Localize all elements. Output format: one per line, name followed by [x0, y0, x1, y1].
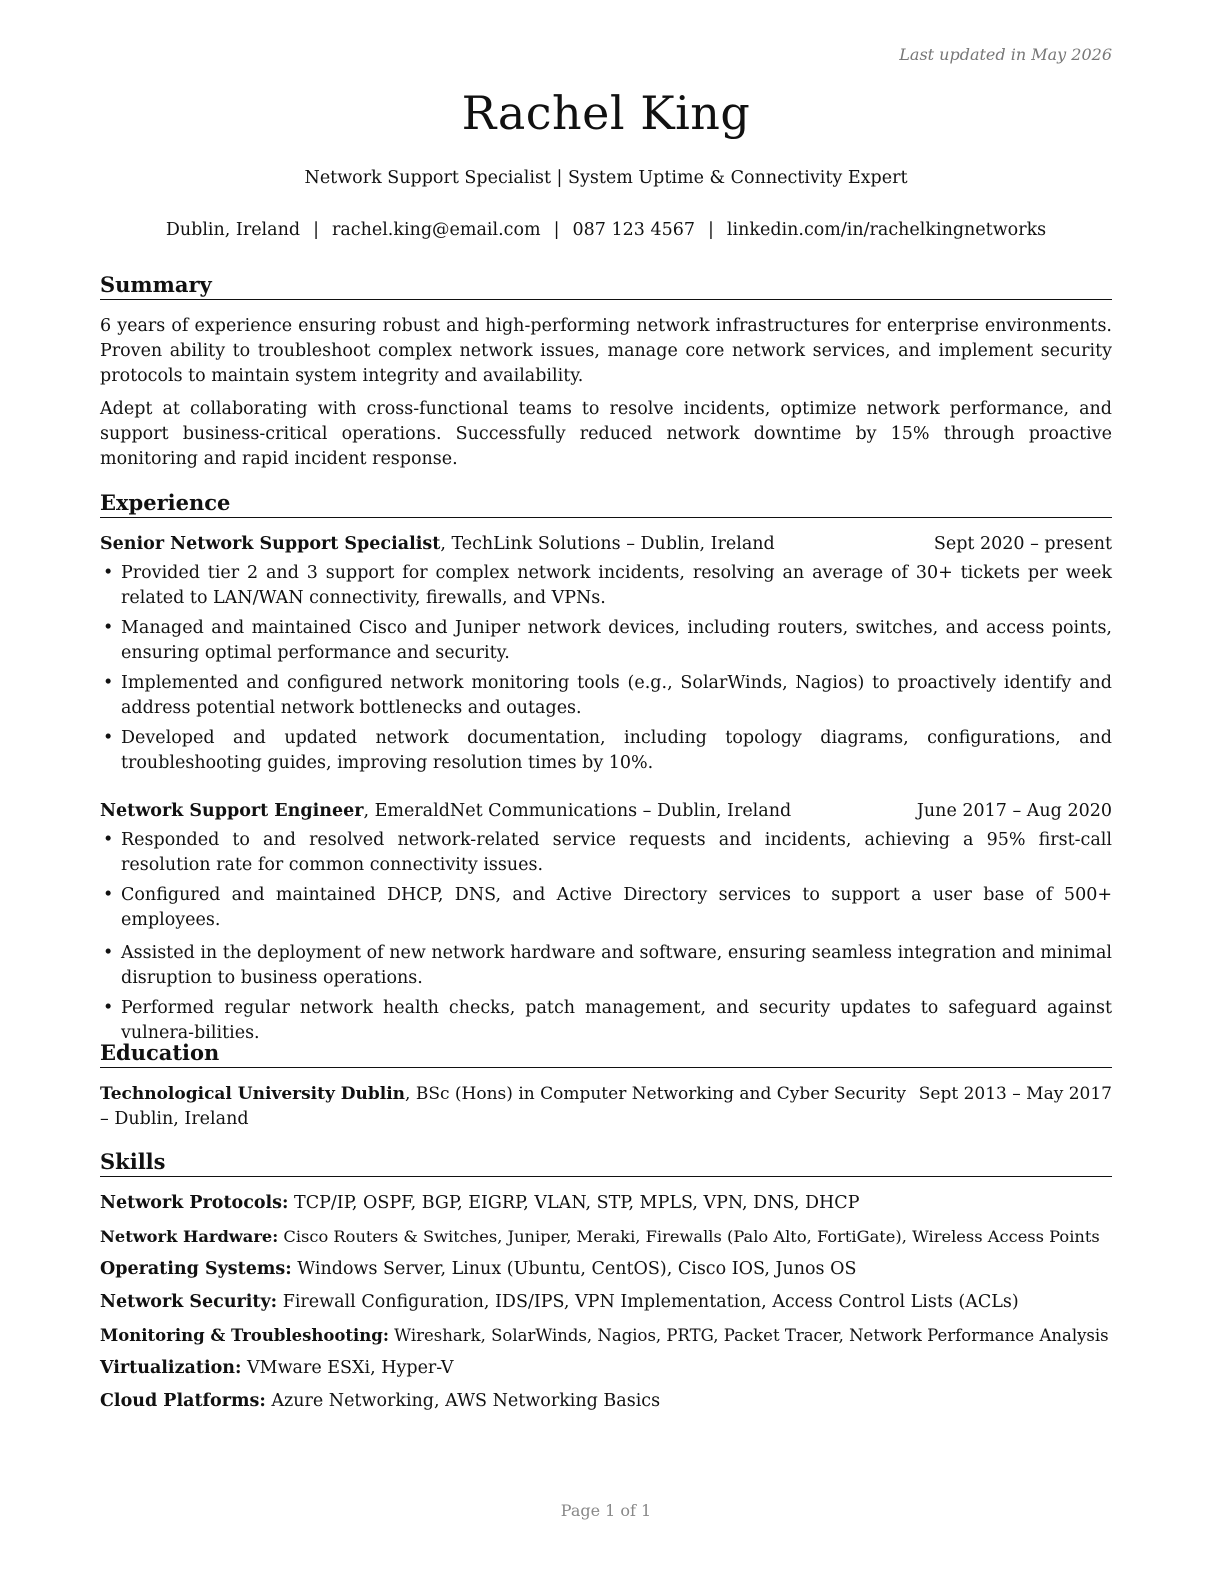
education-school: Technological University Dublin: [100, 1084, 406, 1104]
skill-value: Windows Server, Linux (Ubuntu, CentOS), Cisco IOS, Junos OS: [291, 1259, 857, 1279]
contact-phone: 087 123 4567: [572, 220, 695, 240]
candidate-name: Rachel King: [461, 86, 751, 140]
bullet-text: Provided tier 2 and 3 support for complex network incidents, resolving an average of 30+ tickets per week related to LAN/WAN connectivity, firewalls, and VPNs.: [121, 563, 1112, 608]
bullet-icon: •: [103, 943, 114, 963]
bullet-text: Responded to and resolved network-related service requests and incidents, achieving a 95% first-call resolution rate for common connectivity issues.: [121, 830, 1112, 875]
contact-linkedin[interactable]: linkedin.com/in/rachelkingnetworks: [726, 220, 1047, 240]
education-header: [100, 1082, 1112, 1107]
skill-value: Azure Networking, AWS Networking Basics: [265, 1391, 661, 1411]
page-number: Page 1 of 1: [560, 1501, 652, 1520]
skill-value: Wireshark, SolarWinds, Nagios, PRTG, Packet Tracer, Network Performance Analysis: [388, 1326, 1109, 1345]
summary-paragraph: Adept at collaborating with cross-functional teams to resolve incidents, optimize network performance, and support business-critical operations. Successfully reduced network downtime by 15% through proactive monitoring and rapid incident response.: [100, 399, 1112, 469]
bullet-text: Performed regular network health checks, patch management, and security updates to safeguard against vulnera-bilities.: [121, 998, 1112, 1043]
job-dates: June 2017 – Aug 2020: [916, 801, 1112, 821]
contact-separator: |: [707, 220, 714, 240]
bullet-text: Configured and maintained DHCP, DNS, and Active Directory services to support a user base of 500+ employees.: [121, 885, 1112, 930]
summary-paragraph: 6 years of experience ensuring robust and high-performing network infrastructures for enterprise environments. Proven ability to troubleshoot complex network issues, manage core network services, and implement security protocols to maintain system integrity and availability.: [100, 316, 1112, 386]
education-dates: Sept 2013 – May 2017: [918, 1084, 1112, 1104]
bullet-icon: •: [103, 673, 114, 693]
job-header: [100, 799, 1112, 824]
skill-label: Network Protocols:: [100, 1193, 289, 1213]
skill-row: [100, 1323, 1112, 1348]
job-header: [100, 532, 1112, 557]
job-dates: Sept 2020 – present: [933, 534, 1112, 554]
bullet-icon: •: [103, 728, 114, 748]
skill-label: Virtualization:: [100, 1358, 242, 1378]
contact-email[interactable]: rachel.king@email.com: [331, 220, 541, 240]
bullet-icon: •: [103, 885, 114, 905]
job-entry: [100, 532, 1112, 776]
last-updated-note: Last updated in May 2026: [899, 45, 1112, 64]
job-bullets: [100, 561, 1112, 776]
skill-row: [100, 1191, 1112, 1216]
education-location-row: [100, 1107, 1112, 1132]
candidate-tagline: Network Support Specialist | System Uptime & Connectivity Expert: [304, 168, 908, 188]
bullet-text: Developed and updated network documentation, including topology diagrams, configurations, and troubleshooting guides, improving resolution times by 10%.: [121, 728, 1112, 773]
skill-label: Operating Systems:: [100, 1259, 292, 1279]
job-role: Network Support Engineer: [100, 801, 364, 821]
section-title-experience: Experience: [100, 489, 1112, 518]
section-title-skills: Skills: [100, 1148, 1112, 1177]
skill-label: Monitoring & Troubleshooting:: [100, 1326, 389, 1345]
contact-location: Dublin, Ireland: [165, 220, 301, 240]
skill-label: Network Hardware:: [100, 1227, 279, 1246]
bullet-icon: •: [103, 830, 114, 850]
skill-value: Cisco Routers & Switches, Juniper, Meraki, Firewalls (Palo Alto, FortiGate), Wireless Access Points: [278, 1227, 1100, 1246]
education-section: [100, 1039, 1112, 1132]
summary-section: [100, 271, 1112, 472]
bullet-item: [100, 941, 1112, 991]
bullet-text: Implemented and configured network monitoring tools (e.g., SolarWinds, Nagios) to proactively identify and address potential network bottlenecks and outages.: [121, 673, 1112, 718]
section-title-summary: Summary: [100, 271, 1112, 300]
bullet-icon: •: [103, 563, 114, 583]
skill-value: VMware ESXi, Hyper-V: [241, 1358, 454, 1378]
job-entry: [100, 799, 1112, 1046]
bullet-icon: •: [103, 998, 114, 1018]
bullet-item: [100, 828, 1112, 878]
job-company: , TechLink Solutions – Dublin, Ireland: [440, 534, 775, 554]
contact-separator: |: [553, 220, 560, 240]
education-degree: , BSc (Hons) in Computer Networking and Cyber Security: [405, 1084, 907, 1104]
section-title-education: Education: [100, 1039, 1112, 1068]
skill-row: [100, 1389, 1112, 1414]
skills-section: [100, 1148, 1112, 1414]
skill-row: [100, 1290, 1112, 1315]
contact-separator: |: [313, 220, 319, 240]
job-bullets: [100, 828, 1112, 1046]
bullet-text: Managed and maintained Cisco and Juniper network devices, including routers, switches, and access points, ensuring optimal performance and security.: [121, 618, 1112, 663]
bullet-item: [100, 561, 1112, 611]
bullet-icon: •: [103, 618, 114, 638]
skill-label: Network Security:: [100, 1292, 278, 1312]
skill-row: [100, 1257, 1112, 1282]
bullet-item: [100, 616, 1112, 666]
skill-value: TCP/IP, OSPF, BGP, EIGRP, VLAN, STP, MPLS, VPN, DNS, DHCP: [288, 1193, 860, 1213]
bullet-text: Assisted in the deployment of new network hardware and software, ensuring seamless integration and minimal disruption to business operations.: [121, 943, 1112, 988]
contact-line: [100, 220, 1112, 240]
job-company: , EmeraldNet Communications – Dublin, Ireland: [363, 801, 792, 821]
skill-row: [100, 1224, 1112, 1249]
skill-row: [100, 1356, 1112, 1381]
bullet-item: [100, 671, 1112, 721]
bullet-item: [100, 726, 1112, 776]
job-role: Senior Network Support Specialist: [100, 534, 441, 554]
skill-value: Firewall Configuration, IDS/IPS, VPN Implementation, Access Control Lists (ACLs): [277, 1292, 1019, 1312]
experience-section: [100, 489, 1112, 1046]
skill-label: Cloud Platforms:: [100, 1391, 266, 1411]
education-location: – Dublin, Ireland: [100, 1109, 249, 1129]
bullet-item: [100, 883, 1112, 933]
